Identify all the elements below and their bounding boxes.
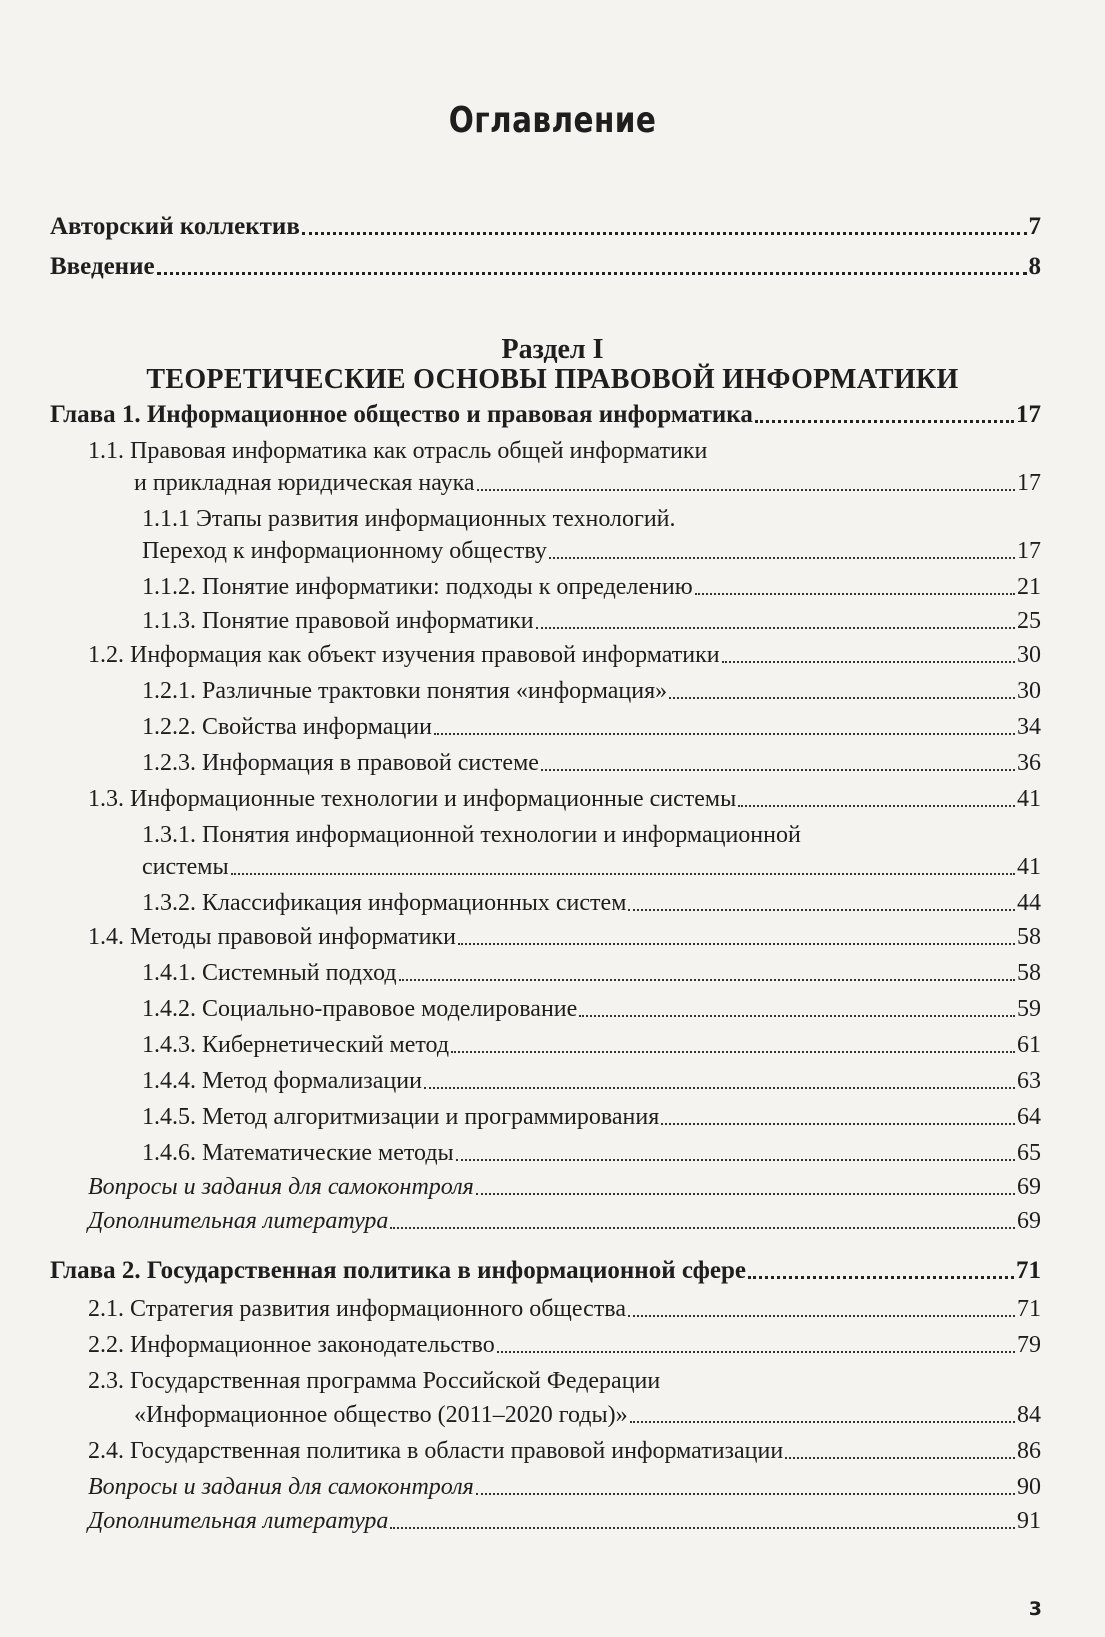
toc-entry-ch2-literature: Дополнительная литература 91 [88, 1508, 1041, 1534]
toc-entry-1-1-3: 1.1.3. Понятие правовой информатики 25 [142, 608, 1041, 634]
toc-chapter-1: Глава 1. Информационное общество и правовая информатика 17 [50, 401, 1041, 428]
toc-entry-1-4-1: 1.4.1. Системный подход 58 [142, 960, 1041, 986]
toc-entry-1-3-1: системы 41 [142, 854, 1041, 880]
toc-entry-1-1-1-line1: 1.1.1 Этапы развития информационных технологий. [142, 506, 676, 532]
toc-entry-ch1-literature: Дополнительная литература 69 [88, 1208, 1041, 1234]
toc-entry-1-4-6: 1.4.6. Математические методы 65 [142, 1140, 1041, 1166]
toc-entry-1-2: 1.2. Информация как объект изучения правовой информатики 30 [88, 642, 1041, 668]
toc-entry-1-1-line1: 1.1. Правовая информатика как отрасль общей информатики [88, 438, 708, 464]
page-number: 3 [1028, 1598, 1042, 1620]
toc-entry-1-4-5: 1.4.5. Метод алгоритмизации и программирования 64 [142, 1104, 1041, 1130]
toc-entry-1-2-2: 1.2.2. Свойства информации 34 [142, 714, 1041, 740]
toc-entry-2-3-line1: 2.3. Государственная программа Российской Федерации [88, 1368, 661, 1394]
toc-entry-1-3: 1.3. Информационные технологии и информационные системы 41 [88, 786, 1041, 812]
toc-entry-introduction: Введение 8 [50, 253, 1041, 280]
toc-entry-1-4-2: 1.4.2. Социально-правовое моделирование 59 [142, 996, 1041, 1022]
section-number: Раздел I [501, 334, 604, 365]
toc-entry-ch1-questions: Вопросы и задания для самоконтроля 69 [88, 1174, 1041, 1200]
toc-entry-2-4: 2.4. Государственная политика в области правовой информатизации 86 [88, 1438, 1041, 1464]
toc-entry-2-3: «Информационное общество (2011–2020 годы)» 84 [134, 1402, 1041, 1428]
toc-entry-1-1: и прикладная юридическая наука 17 [134, 470, 1041, 496]
toc-entry-1-4-4: 1.4.4. Метод формализации 63 [142, 1068, 1041, 1094]
toc-entry-1-2-1: 1.2.1. Различные трактовки понятия «информация» 30 [142, 678, 1041, 704]
toc-entry-1-4-3: 1.4.3. Кибернетический метод 61 [142, 1032, 1041, 1058]
toc-chapter-2: Глава 2. Государственная политика в информационной сфере 71 [50, 1257, 1041, 1284]
toc-entry-2-1: 2.1. Стратегия развития информационного общества 71 [88, 1296, 1041, 1322]
toc-entry-2-2: 2.2. Информационное законодательство 79 [88, 1332, 1041, 1358]
page-title: Оглавление [448, 100, 657, 141]
toc-entry-1-2-3: 1.2.3. Информация в правовой системе 36 [142, 750, 1041, 776]
toc-entry-1-1-2: 1.1.2. Понятие информатики: подходы к определению 21 [142, 574, 1041, 600]
toc-entry-authors: Авторский коллектив 7 [50, 213, 1041, 240]
toc-entry-1-3-2: 1.3.2. Классификация информационных систем 44 [142, 890, 1041, 916]
toc-entry-ch2-questions: Вопросы и задания для самоконтроля 90 [88, 1474, 1041, 1500]
toc-entry-1-3-1-line1: 1.3.1. Понятия информационной технологии и информационной [142, 822, 801, 848]
toc-entry-1-4: 1.4. Методы правовой информатики 58 [88, 924, 1041, 950]
section-title: ТЕОРЕТИЧЕСКИЕ ОСНОВЫ ПРАВОВОЙ ИНФОРМАТИКИ [146, 364, 959, 395]
toc-entry-1-1-1: Переход к информационному обществу 17 [142, 538, 1041, 564]
